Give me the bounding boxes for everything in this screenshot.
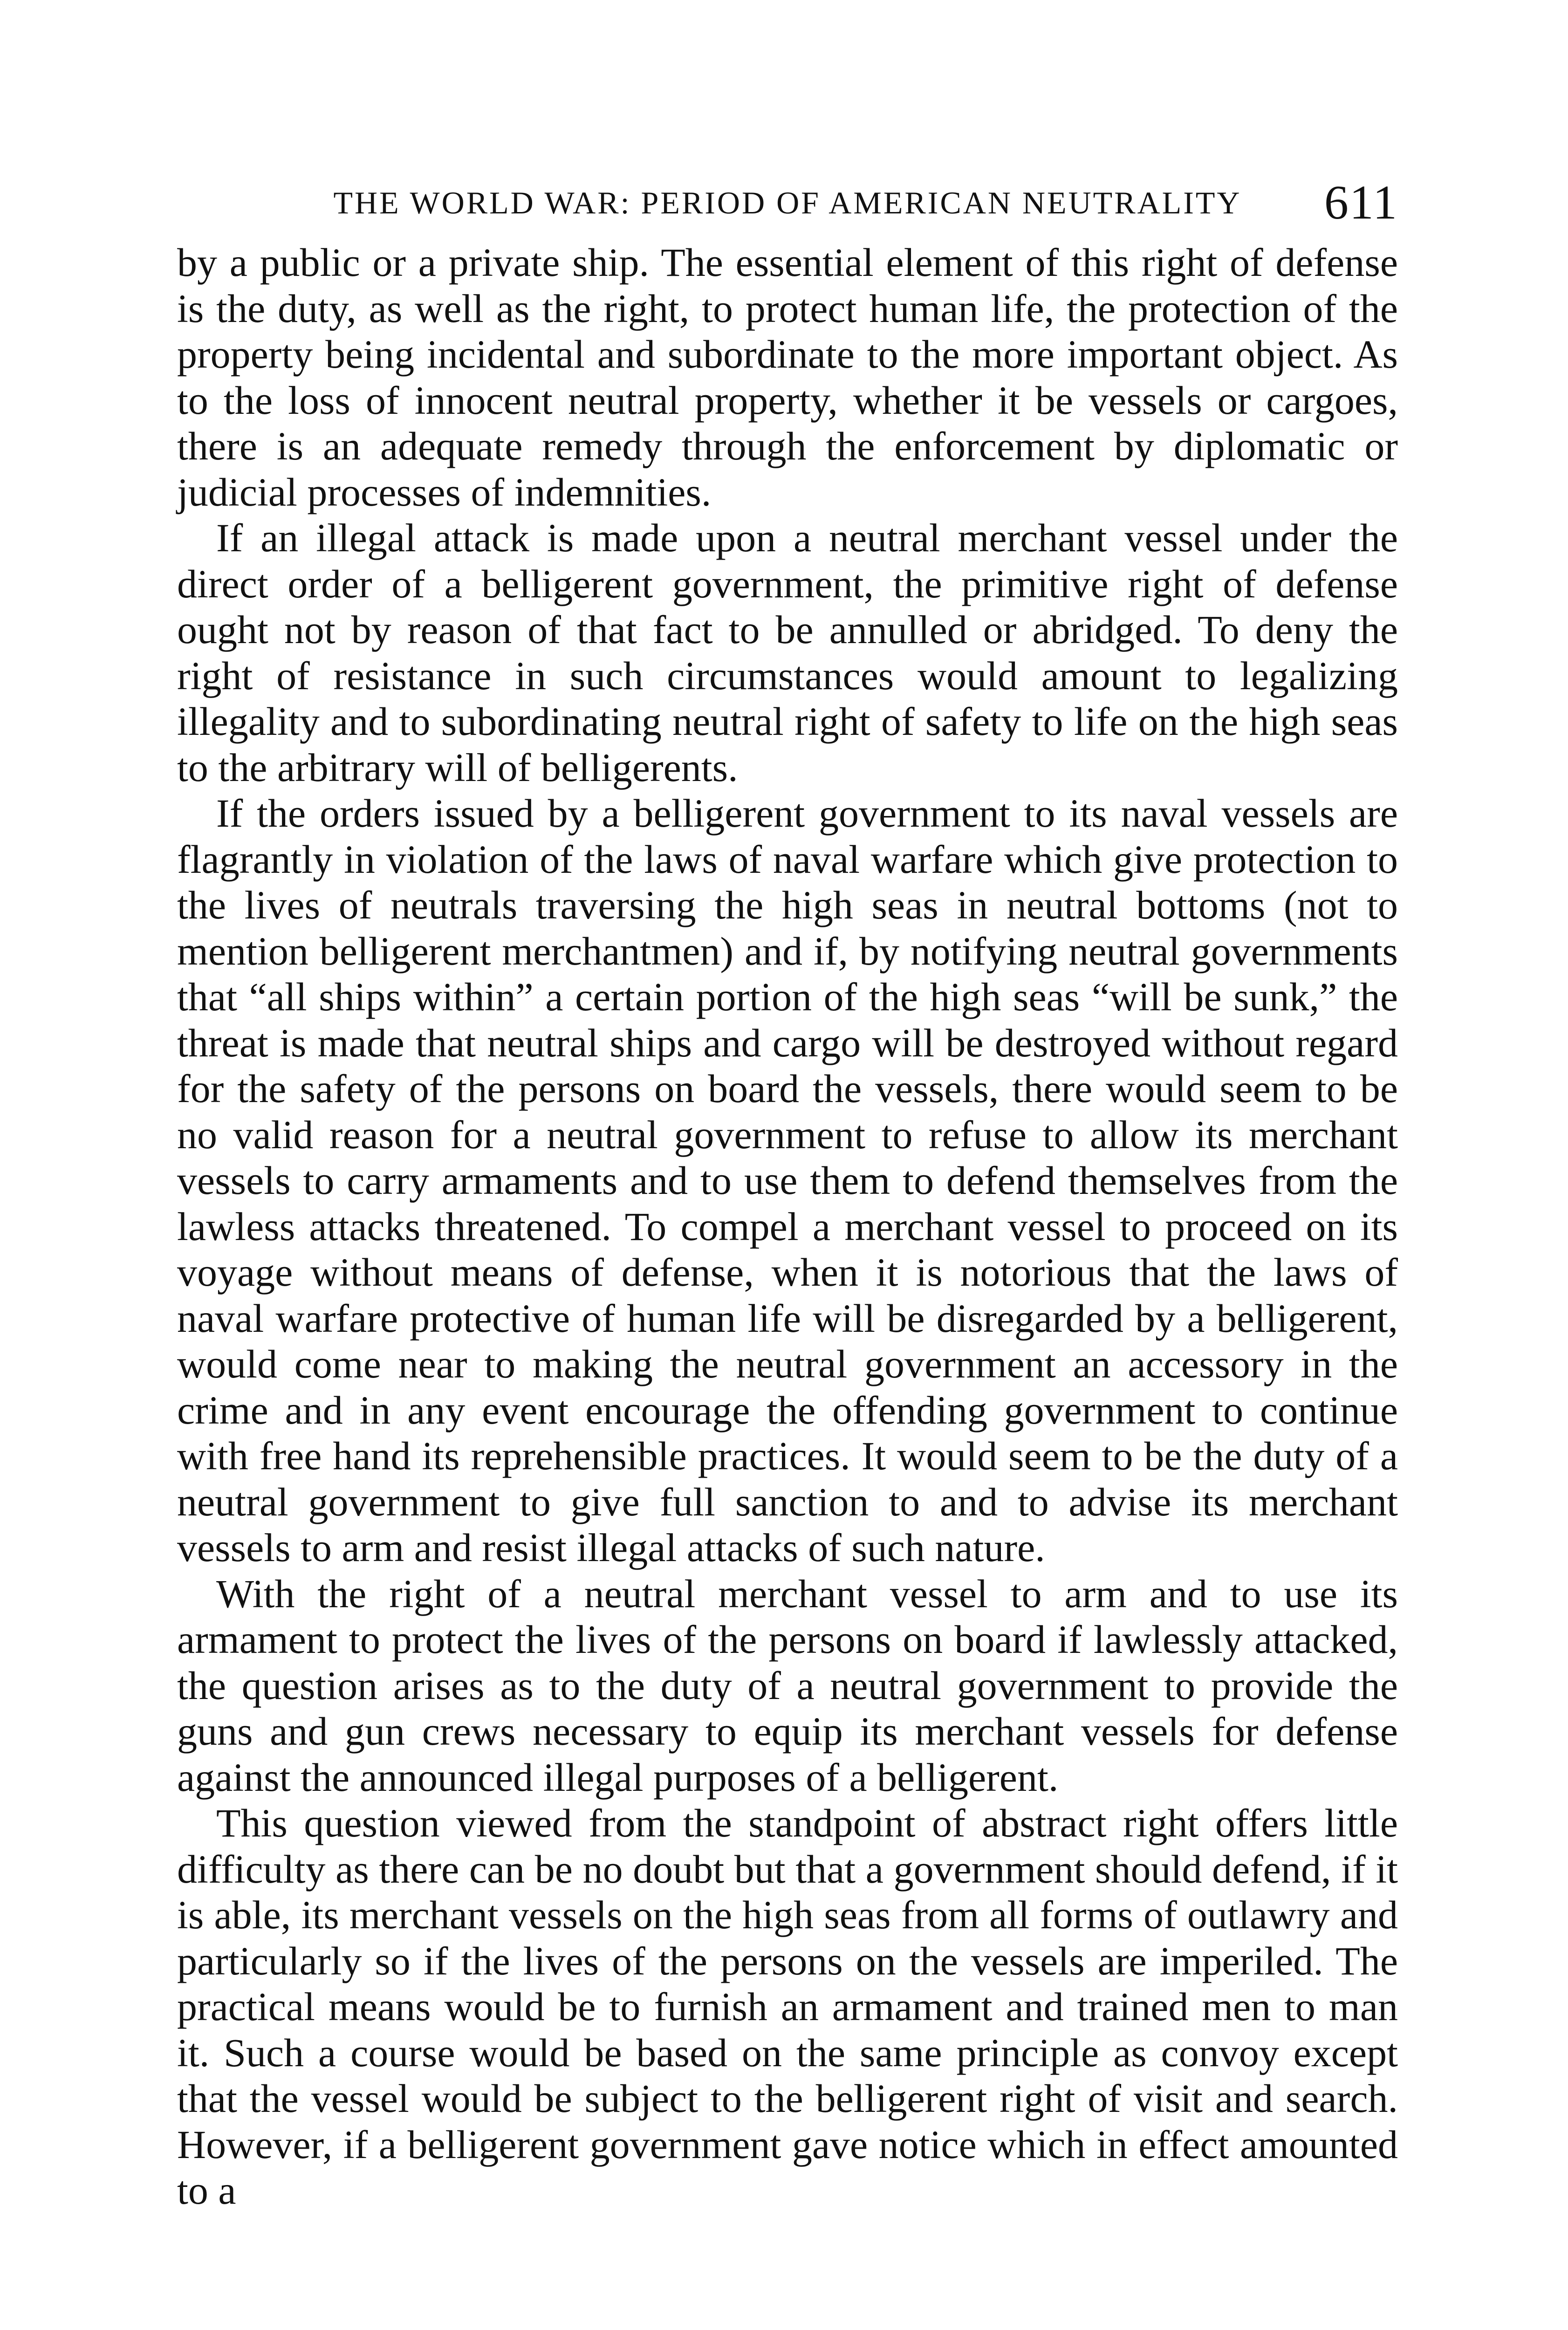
paragraph: With the right of a neutral merchant vessel to arm and to use its armament to protect the lives of the persons on board if lawlessly attacked, the question arises as to the duty of a neutral government to provide the guns and gun crews necessary to equip its merchant vessels for defense against the announced illegal purposes of a belligerent.	[177, 1571, 1398, 1800]
page-number: 611	[1324, 176, 1398, 229]
document-page	[177, 168, 1398, 2214]
paragraph: This question viewed from the standpoint of abstract right offers little difficulty as there can be no doubt but that a government should defend, if it is able, its merchant vessels on the high seas from all forms of outlawry and particularly so if the lives of the persons on the vessels are imperiled. The practical means would be to furnish an armament and trained men to man it. Such a course would be based on the same principle as convoy except that the vessel would be subject to the belligerent right of visit and search. However, if a belligerent government gave notice which in effect amounted to a	[177, 1801, 1398, 2213]
running-header	[177, 168, 1398, 238]
paragraph: If the orders issued by a belligerent government to its naval vessels are flagrantly in violation of the laws of naval warfare which give protection to the lives of neutrals traversing the high seas in neutral bottoms (not to mention belligerent merchantmen) and if, by notifying neutral governments that “all ships within” a certain portion of the high seas “will be sunk,” the threat is made that neutral ships and cargo will be destroyed without regard for the safety of the persons on board the vessels, there would seem to be no valid reason for a neutral government to refuse to allow its merchant vessels to carry armaments and to use them to defend themselves from the lawless attacks threatened. To compel a merchant vessel to proceed on its voyage without means of defense, when it is notorious that the laws of naval warfare protective of human life will be disregarded by a belligerent, would come near to making the neutral government an accessory in the crime and in any event encourage the offending government to continue with free hand its reprehensible practices. It would seem to be the duty of a neutral government to give full sanction to and to advise its merchant vessels to arm and resist illegal attacks of such nature.	[177, 791, 1398, 1570]
paragraph-continued: by a public or a private ship. The essential element of this right of defense is the duty, as well as the right, to protect human life, the protection of the property being incidental and subordinate to the more important object. As to the loss of innocent neutral property, whether it be vessels or cargoes, there is an adequate remedy through the enforcement by diplomatic or judicial processes of indemnities.	[177, 240, 1398, 514]
running-title: THE WORLD WAR: PERIOD OF AMERICAN NEUTRALITY	[333, 185, 1242, 220]
body-text	[177, 240, 1398, 2214]
paragraph: If an illegal attack is made upon a neutral merchant vessel under the direct order of a belligerent government, the primitive right of defense ought not by reason of that fact to be annulled or abridged. To deny the right of resistance in such circumstances would amount to legalizing illegality and to subordinating neutral right of safety to life on the high seas to the arbitrary will of belligerents.	[177, 515, 1398, 790]
